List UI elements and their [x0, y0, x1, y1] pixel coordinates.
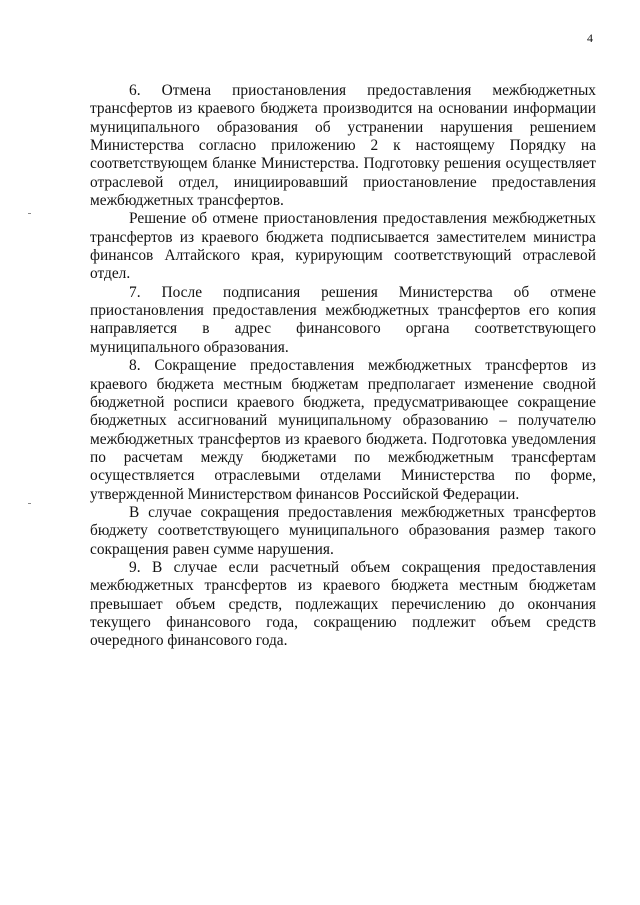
document-body [90, 82, 596, 651]
paragraph-6-signature: Решение об отмене приостановления предоставления межбюджетных трансфертов из краевого бюджета подписывается заместителем министра финансов Алтайского края, курирующим соответствующий отраслевой отдел. [90, 210, 596, 283]
paragraph-8: 8. Сокращение предоставления межбюджетных трансфертов из краевого бюджета местным бюджетам предполагает изменение сводной бюджетной росписи краевого бюджета, предусматривающее сокращение бюджетных ассигнований муниципальному образованию – получателю межбюджетных трансфертов из краевого бюджета. Подготовка уведомления по расчетам между бюджетами по межбюджетным трансфертам осуществляется отраслевыми отделами Министерства по форме, утвержденной Министерством финансов Российской Федерации. [90, 357, 596, 503]
paragraph-6: 6. Отмена приостановления предоставления межбюджетных трансфертов из краевого бюджета производится на основании информации муниципального образования об устранении нарушения решением Министерства согласно приложению 2 к настоящему Порядку на соответствующем бланке Министерства. Подготовку решения осуществляет отраслевой отдел, инициировавший приостановление предоставления межбюджетных трансфертов. [90, 82, 596, 210]
paragraph-7: 7. После подписания решения Министерства об отмене приостановления предоставления межбюджетных трансфертов его копия направляется в адрес финансового органа соответствующего муниципального образования. [90, 283, 596, 356]
margin-mark [28, 213, 31, 214]
page-number: 4 [587, 31, 593, 45]
paragraph-9: 9. В случае если расчетный объем сокращения предоставления межбюджетных трансфертов из краевого бюджета местным бюджетам превышает объем средств, подлежащих перечислению до окончания текущего финансового года, сокращению подлежит объем средств очередного финансового года. [90, 558, 596, 650]
margin-mark [28, 503, 31, 504]
paragraph-8-reduction: В случае сокращения предоставления межбюджетных трансфертов бюджету соответствующего муниципального образования размер такого сокращения равен сумме нарушения. [90, 503, 596, 558]
